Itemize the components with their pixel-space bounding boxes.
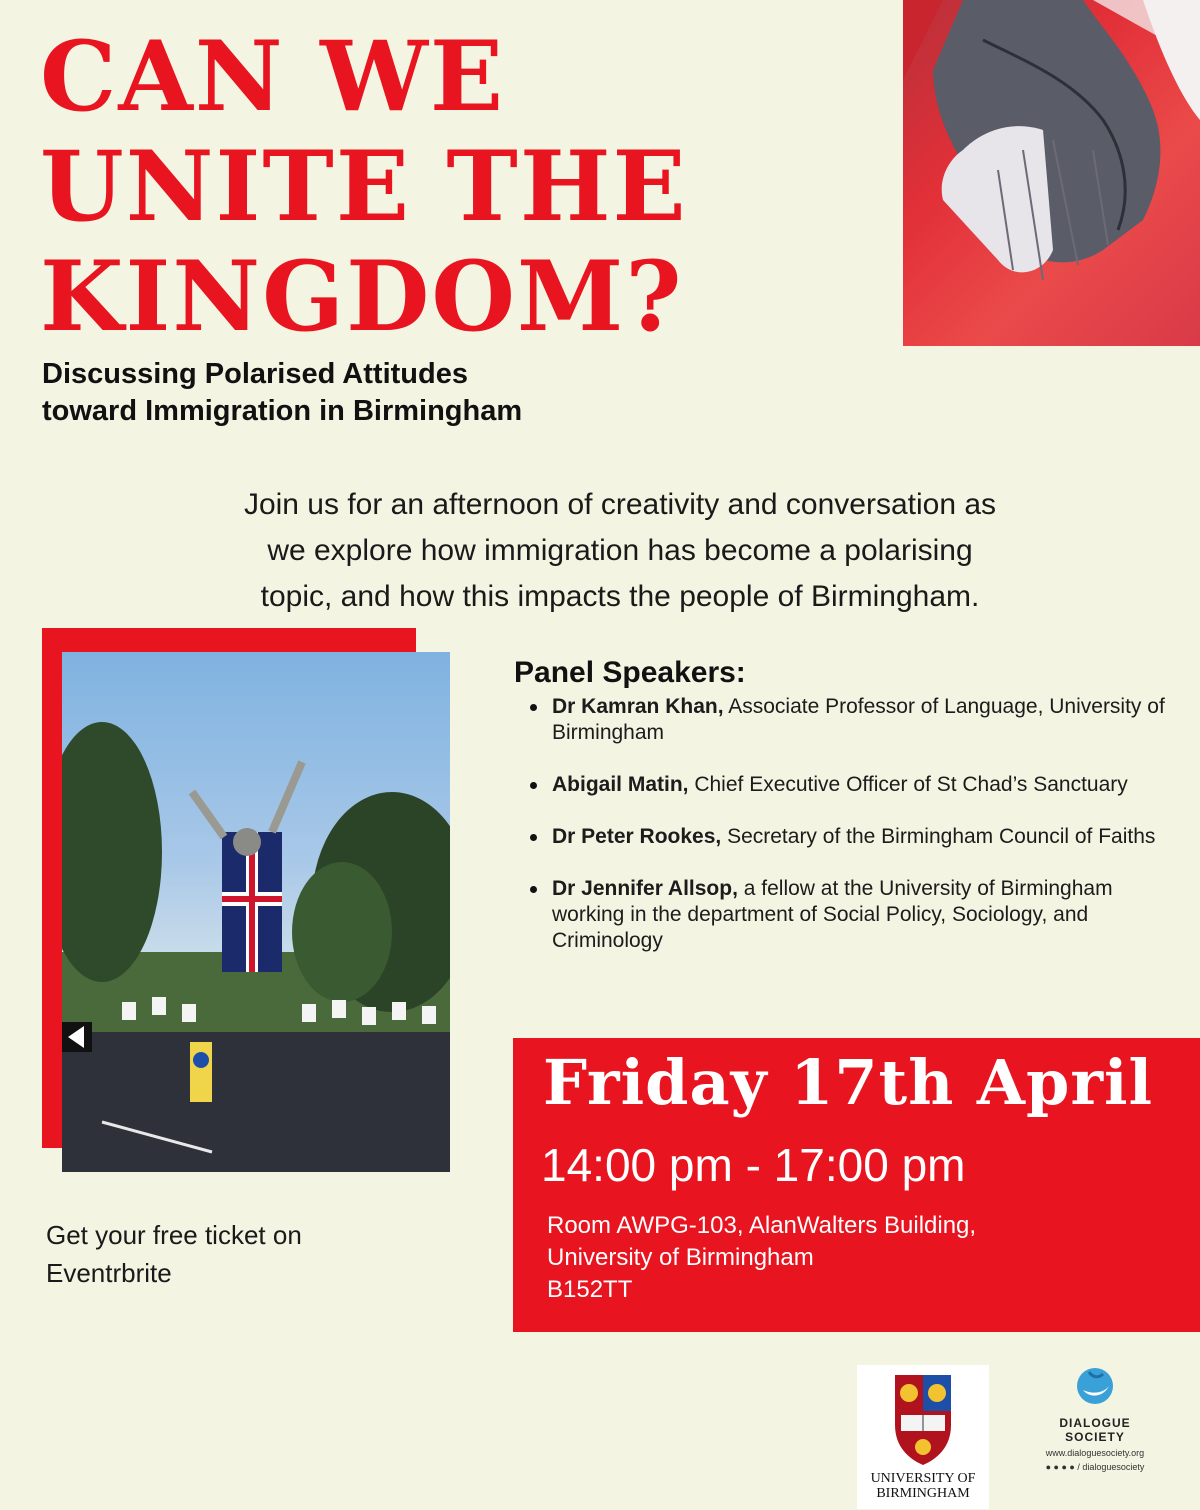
title-line: CAN WE (40, 20, 506, 133)
event-time: 14:00 pm - 17:00 pm (541, 1139, 966, 1191)
speaker-name: Dr Peter Rookes, (552, 825, 722, 848)
dialogue-society-social[interactable] (995, 1462, 1195, 1472)
description-line: we explore how immigration has become a polarising (267, 534, 973, 567)
speaker-list (524, 694, 1184, 980)
title-line: UNITE THE (40, 130, 688, 243)
dialogue-society-name-line: DIALOGUE (1059, 1416, 1131, 1430)
speaker-item (524, 876, 1184, 954)
event-venue (547, 1210, 976, 1306)
speaker-role: Secretary of the Birmingham Council of Faiths (721, 825, 1156, 848)
statue-flags-photo (62, 652, 450, 1172)
subtitle-line: Discussing Polarised Attitudes (42, 358, 468, 390)
title-line: KINGDOM? (40, 240, 684, 353)
speaker-role: Chief Executive Officer of St Chad’s Sanctuary (688, 773, 1128, 796)
speaker-item (524, 772, 1184, 798)
description-line: topic, and how this impacts the people of Birmingham. (260, 580, 980, 613)
description-line: Join us for an afternoon of creativity and conversation as (243, 488, 997, 521)
university-of-birmingham-logo (857, 1365, 989, 1509)
speaker-item (524, 694, 1184, 746)
ticket-line: Get your free ticket on (46, 1220, 302, 1250)
event-description (100, 482, 1140, 620)
speaker-name: Abigail Matin, (552, 773, 689, 796)
event-date: Friday 17th April (543, 1046, 1154, 1119)
dialogue-society-name-line: SOCIETY (1065, 1430, 1125, 1444)
university-name-line: BIRMINGHAM (876, 1486, 970, 1501)
university-name-line: UNIVERSITY OF (870, 1471, 976, 1486)
event-subtitle (42, 356, 682, 430)
venue-line: B152TT (547, 1276, 633, 1303)
holding-hands-illustration (903, 0, 1200, 346)
dialogue-society-name (995, 1416, 1195, 1444)
speaker-name: Dr Jennifer Allsop, (552, 877, 738, 900)
social-icons: ● ● ● ● (1045, 1462, 1078, 1472)
ticket-line: Eventrbrite (46, 1258, 172, 1288)
event-title (40, 22, 900, 352)
dialogue-society-emblem-icon (1075, 1364, 1115, 1412)
dialogue-society-website[interactable]: www.dialoguesociety.org (1045, 1448, 1145, 1458)
speaker-role: Associate Professor of Language, University of Birmingham (552, 695, 1165, 744)
speaker-name: Dr Kamran Khan, (552, 695, 724, 718)
venue-line: University of Birmingham (547, 1244, 814, 1271)
panel-speakers-heading: Panel Speakers: (514, 656, 746, 689)
university-name (857, 1471, 989, 1501)
speaker-item (524, 824, 1184, 850)
social-handle: / dialoguesociety (1077, 1462, 1145, 1472)
dialogue-society-logo (995, 1360, 1195, 1510)
ticket-info (46, 1216, 426, 1292)
speaker-role: a fellow at the University of Birmingham working in the department of Social Policy, Sociology, and Criminology (552, 877, 1113, 952)
venue-line: Room AWPG-103, AlanWalters Building, (547, 1212, 977, 1239)
subtitle-line: toward Immigration in Birmingham (42, 395, 523, 427)
